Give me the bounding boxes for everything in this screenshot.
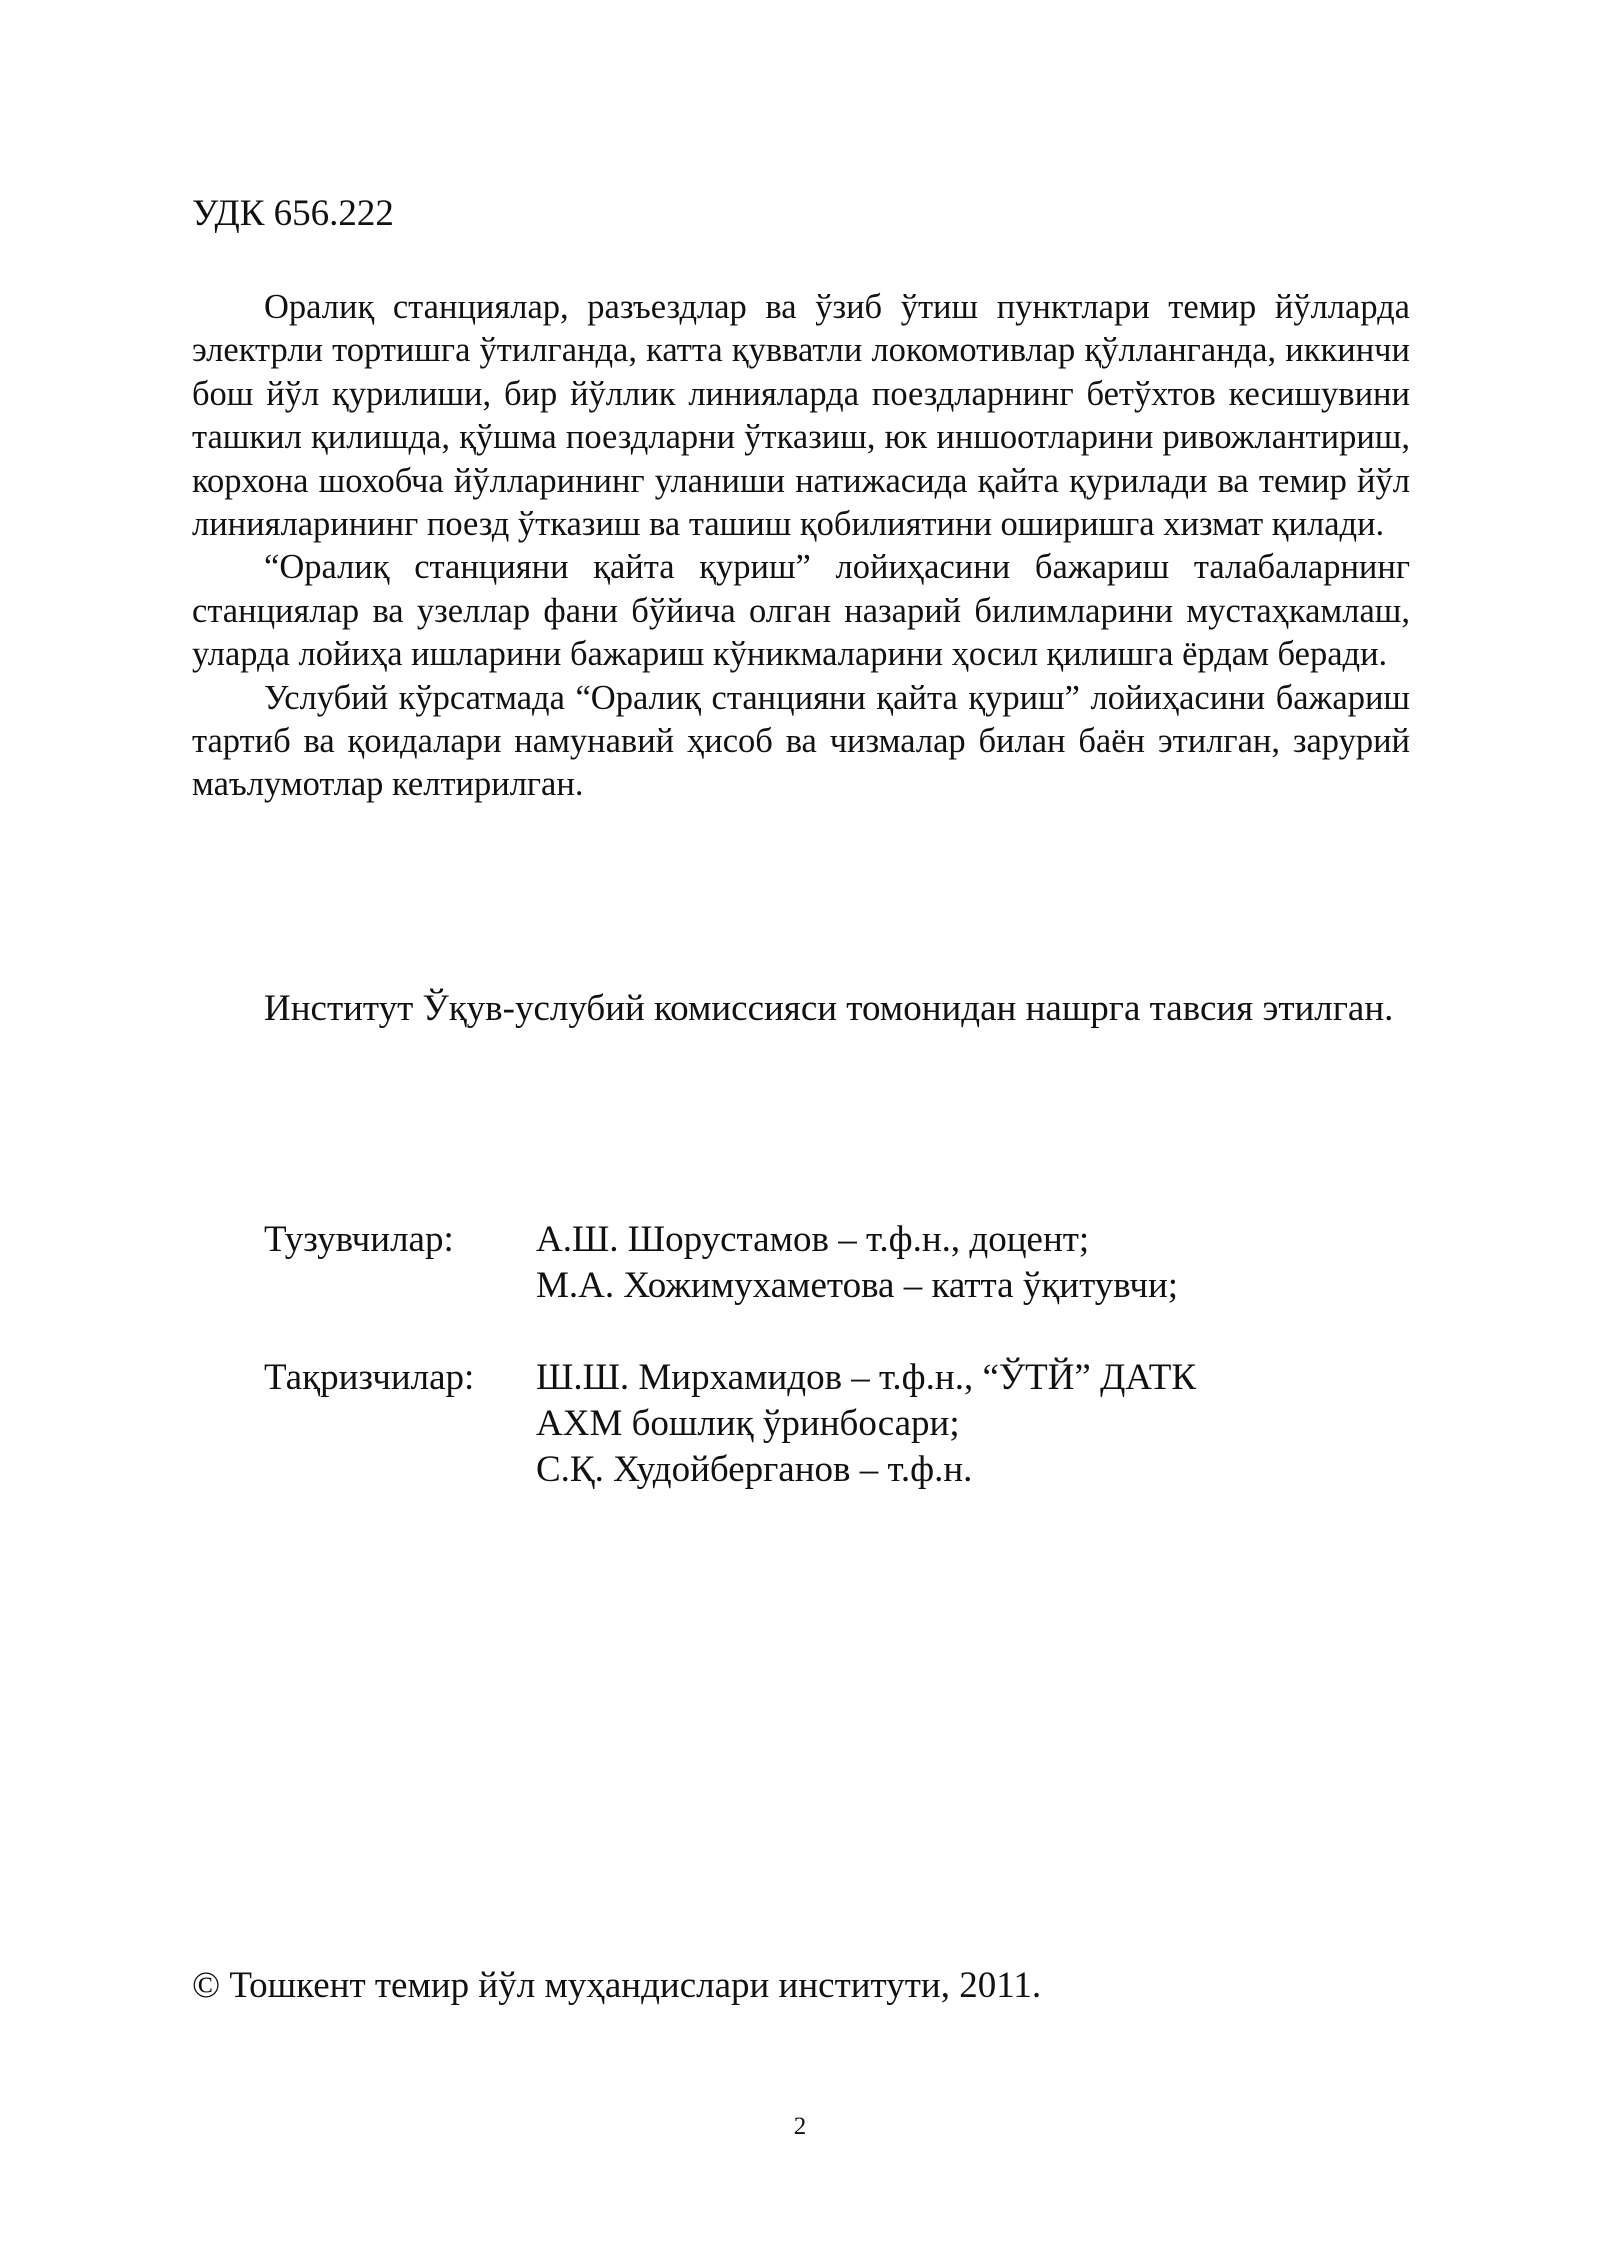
compilers-list	[536, 1217, 1178, 1309]
abstract-paragraph-2: “Оралиқ станцияни қайта қуриш” лойиҳасини бажариш талабаларнинг станциялар ва узеллар фани бўйича олган назарий билимларини мустаҳкамлаш, уларда лойиҳа ишларини бажариш кўникмаларини ҳосил қилишга ёрдам беради.	[192, 548, 1410, 674]
compiler-2: М.А. Хожимухаметова – катта ўқитувчи;	[536, 1265, 1179, 1306]
reviewers-label: Тақризчилар:	[264, 1357, 475, 1398]
abstract	[192, 286, 1410, 807]
compiler-1: А.Ш. Шорустамов – т.ф.н., доцент;	[536, 1219, 1090, 1260]
reviewer-2: С.Қ. Худойберганов – т.ф.н.	[536, 1449, 973, 1490]
reviewer-1-line-2: АХМ бошлиқ ўринбосари;	[536, 1403, 960, 1444]
reviewers-list	[536, 1355, 1196, 1493]
udk-code: УДК 656.222	[192, 193, 394, 234]
abstract-paragraph-1: Оралиқ станциялар, разъездлар ва ўзиб ўтиш пунктлари темир йўлларда электрли тортишга ўтилганда, катта қувватли локомотивлар қўлланганда, иккинчи бош йўл қурилиши, бир йўллик линияларда поездларнинг бетўхтов кесишувини ташкил қилишда, қўшма поездларни ўтказиш, юк иншоотларини ривожлантириш, корхона шохобча йўлларининг уланиши натижасида қайта қурилади ва темир йўл линияларининг поезд ўтказиш ва ташиш қобилиятини оширишга хизмат қилади.	[192, 288, 1410, 544]
abstract-paragraph-3: Услубий кўрсатмада “Оралиқ станцияни қайта қуриш” лойиҳасини бажариш тартиб ва қоидалари намунавий ҳисоб ва чизмалар билан баён этилган, зарурий маълумотлар келтирилган.	[192, 678, 1410, 804]
compilers-label: Тузувчилар:	[264, 1219, 454, 1260]
reviewer-1-line-1: Ш.Ш. Мирхамидов – т.ф.н., “ЎТЙ” ДАТК	[536, 1357, 1197, 1398]
recommendation-note: Институт Ўқув-услубий комиссияси томонидан нашрга тавсия этилган.	[264, 988, 1394, 1029]
copyright-notice: © Тошкент темир йўл муҳандислари институти, 2011.	[192, 1965, 1042, 2006]
page-number: 2	[793, 2113, 807, 2140]
